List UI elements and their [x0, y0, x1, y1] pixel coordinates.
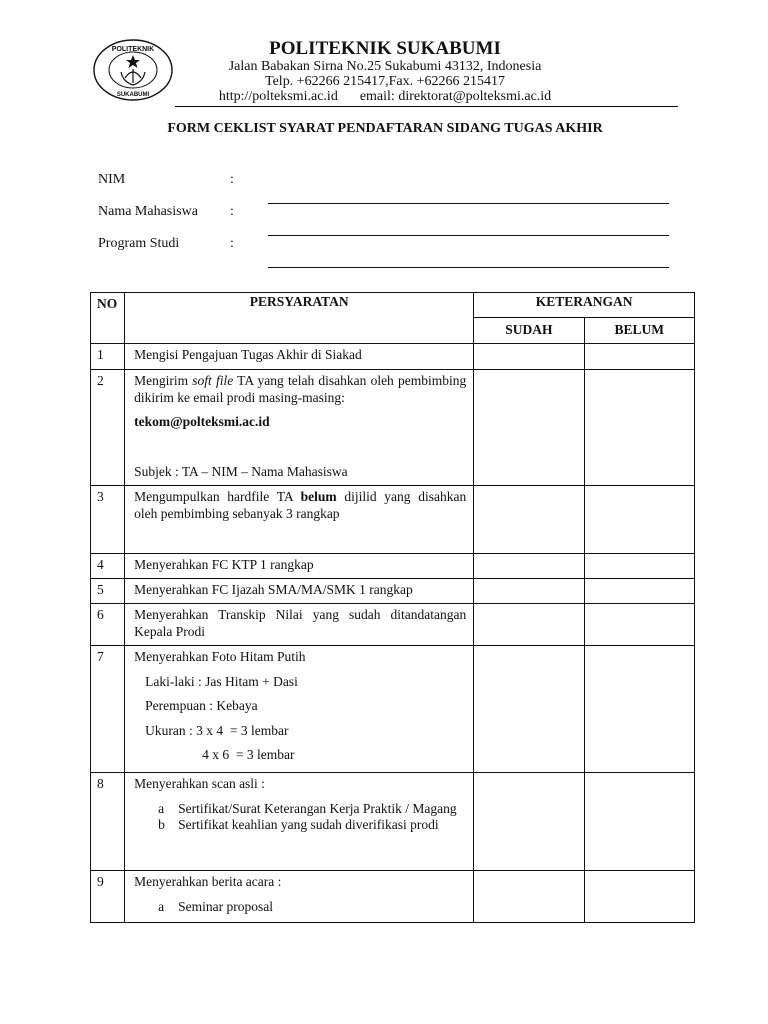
- done-checkbox[interactable]: [474, 554, 584, 579]
- soft-file-text: soft file: [192, 373, 234, 388]
- table-row: [91, 646, 695, 773]
- row-requirement: Menyerahkan Transkip Nilai yang sudah ditandatangan Kepala Prodi: [125, 604, 474, 646]
- done-checkbox[interactable]: [474, 871, 584, 923]
- row-number: 4: [91, 554, 125, 579]
- prodi-email[interactable]: tekom@polteksmi.ac.id: [134, 414, 270, 429]
- row-requirement: Menyerahkan FC KTP 1 rangkap: [125, 554, 474, 579]
- done-checkbox[interactable]: [474, 773, 584, 871]
- minutes-requirement: Menyerahkan berita acara :: [134, 874, 282, 889]
- row-number: 6: [91, 604, 125, 646]
- row-requirement: Mengumpulkan hardfile TA belum dijilid yang disahkan oleh pembimbing sebanyak 3 rangkap: [125, 486, 474, 554]
- not-done-checkbox[interactable]: [584, 773, 694, 871]
- not-done-checkbox[interactable]: [584, 646, 694, 773]
- contact-line: [190, 89, 580, 105]
- not-done-checkbox[interactable]: [584, 579, 694, 604]
- scan-requirement: Menyerahkan scan asli :: [134, 776, 265, 791]
- header-remarks: KETERANGAN: [474, 293, 695, 318]
- done-checkbox[interactable]: [474, 344, 584, 370]
- email-subject-format: Subjek : TA – NIM – Nama Mahasiswa: [134, 463, 348, 479]
- not-done-checkbox[interactable]: [584, 604, 694, 646]
- done-checkbox[interactable]: [474, 646, 584, 773]
- row-requirement: [125, 871, 474, 923]
- name-label: Nama Mahasiswa: [98, 204, 198, 219]
- form-title: FORM CEKLIST SYARAT PENDAFTARAN SIDANG TUGAS AKHIR: [167, 121, 603, 136]
- table-row: [91, 579, 695, 604]
- not-done-checkbox[interactable]: [584, 871, 694, 923]
- row-number: 7: [91, 646, 125, 773]
- photo-size-4x6: 4 x 6 = 3 lembar: [202, 747, 295, 762]
- done-checkbox[interactable]: [474, 370, 584, 486]
- row-requirement: [125, 773, 474, 871]
- list-item: b Sertifikat keahlian yang sudah diverifikasi prodi: [158, 817, 439, 832]
- photo-size-3x4: Ukuran : 3 x 4 = 3 lembar: [145, 722, 289, 738]
- table-row: [91, 604, 695, 646]
- phone: Telp. +62266 215417,Fax. +62266 215417: [265, 74, 505, 89]
- program-colon: :: [230, 236, 234, 251]
- program-field[interactable]: [268, 267, 669, 268]
- row-number: 5: [91, 579, 125, 604]
- logo-text-top: POLITEKNIK: [111, 46, 155, 53]
- row-requirement: Mengirim soft file TA yang telah disahkan oleh pembimbing dikirim ke email prodi masing-masing: tekom@polteksmi.ac.id Subjek : TA – NIM – Nama Mahasiswa: [125, 370, 474, 486]
- table-row: [91, 486, 695, 554]
- logo-text-bottom: SUKABUMI: [116, 92, 150, 98]
- row-number: 9: [91, 871, 125, 923]
- name-field[interactable]: [268, 235, 669, 236]
- row-requirement: Menyerahkan FC Ijazah SMA/MA/SMK 1 rangkap: [125, 579, 474, 604]
- belum-emphasis: belum: [300, 489, 337, 504]
- table-row: [91, 344, 695, 370]
- nim-field[interactable]: [268, 203, 669, 204]
- row-requirement: Mengisi Pengajuan Tugas Akhir di Siakad: [125, 344, 474, 370]
- not-done-checkbox[interactable]: [584, 344, 694, 370]
- row-number: 8: [91, 773, 125, 871]
- row-number: 2: [91, 370, 125, 486]
- header-no: NO: [91, 293, 125, 344]
- table-row: [91, 554, 695, 579]
- table-row: [91, 370, 695, 486]
- email-text[interactable]: email: direktorat@polteksmi.ac.id: [359, 89, 552, 104]
- nim-label: NIM: [98, 172, 126, 187]
- done-checkbox[interactable]: [474, 486, 584, 554]
- address: Jalan Babakan Sirna No.25 Sukabumi 43132, Indonesia: [228, 59, 542, 74]
- photo-requirement: Menyerahkan Foto Hitam Putih: [134, 649, 306, 664]
- list-item: a Seminar proposal: [158, 898, 273, 914]
- polteksmi-logo: [92, 38, 174, 102]
- header-done: SUDAH: [474, 318, 584, 344]
- header-requirement: PERSYARATAN: [125, 293, 474, 344]
- header-divider: [175, 106, 678, 107]
- table-row: [91, 773, 695, 871]
- header-not-done: BELUM: [584, 318, 694, 344]
- not-done-checkbox[interactable]: [584, 486, 694, 554]
- not-done-checkbox[interactable]: [584, 370, 694, 486]
- requirements-table: [90, 292, 695, 923]
- not-done-checkbox[interactable]: [584, 554, 694, 579]
- name-colon: :: [230, 204, 234, 219]
- photo-female: Perempuan : Kebaya: [145, 698, 258, 713]
- done-checkbox[interactable]: [474, 604, 584, 646]
- nim-colon: :: [230, 172, 234, 187]
- row-requirement: [125, 646, 474, 773]
- photo-male: Laki-laki : Jas Hitam + Dasi: [145, 673, 298, 689]
- row-number: 3: [91, 486, 125, 554]
- institution-name: POLITEKNIK SUKABUMI: [269, 38, 501, 59]
- list-item: a Sertifikat/Surat Keterangan Kerja Praktik / Magang: [158, 800, 457, 816]
- website-link[interactable]: http://polteksmi.ac.id: [218, 89, 338, 104]
- row-number: 1: [91, 344, 125, 370]
- table-row: [91, 871, 695, 923]
- done-checkbox[interactable]: [474, 579, 584, 604]
- program-label: Program Studi: [98, 236, 180, 251]
